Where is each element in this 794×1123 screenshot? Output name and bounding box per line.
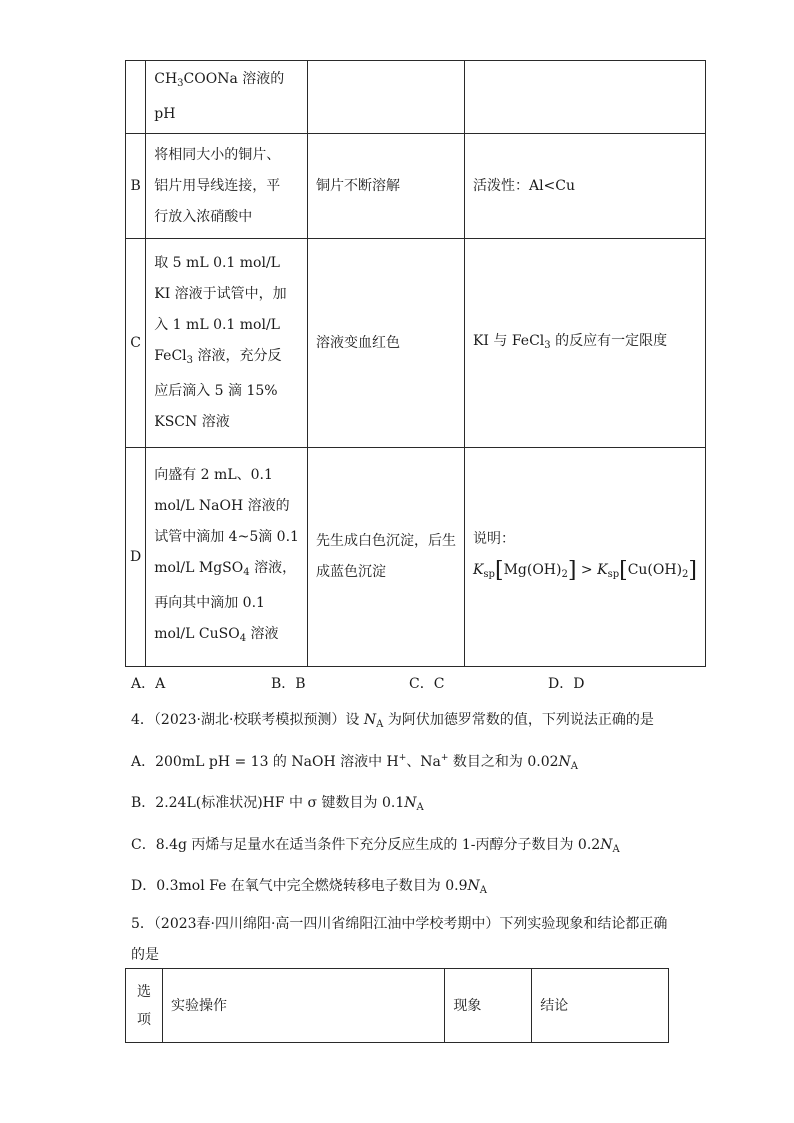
- conclusion-cell: KI 与 FeCl$_3$ 的反应有一定限度: [464, 239, 705, 448]
- conclusion-cell: [464, 61, 705, 134]
- option-label: D: [126, 448, 146, 667]
- phenomenon-cell: 铜片不断溶解: [307, 134, 464, 239]
- header-phenomenon: 现象: [445, 969, 532, 1043]
- phenomenon-cell: 先生成白色沉淀，后生 成蓝色沉淀: [307, 448, 464, 667]
- table-row: [126, 239, 706, 448]
- question-5-stem: 5．（2023春·四川绵阳·高一四川省绵阳江油中学校考期中）下列实验现象和结论都正确: [131, 916, 668, 932]
- question-4-option-b[interactable]: B．2.24L(标准状况)HF 中 σ 键数目为 $0.1N_A$: [131, 795, 424, 813]
- ksp-inequality: $K_{sp}[Mg(OH)_2] > K_{sp}[Cu(OH)_2]$: [472, 558, 698, 583]
- option-cell: [126, 61, 146, 134]
- option-a[interactable]: A．A: [131, 676, 166, 692]
- table-row: [126, 61, 706, 134]
- experiment-table-q5: [125, 968, 669, 1043]
- operation-cell: $CH_3COONa$ 溶液的 pH: [146, 61, 308, 134]
- option-label: C: [126, 239, 146, 448]
- conclusion-cell: 活泼性：Al<Cu: [464, 134, 705, 239]
- question-4-stem: 4．（2023·湖北·校联考模拟预测）设 $N_A$ 为阿伏加德罗常数的值，下列说法正确的是: [131, 712, 654, 730]
- question-4-option-d[interactable]: D．0.3mol Fe 在氧气中完全燃烧转移电子数目为 $0.9N_A$: [131, 878, 488, 896]
- phenomenon-cell: 溶液变血红色: [307, 239, 464, 448]
- experiment-table-continued: [125, 60, 706, 667]
- option-b[interactable]: B．B: [271, 676, 306, 692]
- option-c[interactable]: C．C: [409, 676, 445, 692]
- operation-cell: 取 5 mL 0.1 mol/L KI 溶液于试管中，加 入 1 mL 0.1 mol/L FeCl$_3$ 溶液，充分反 应后滴入 5 滴 15% KSCN 溶液: [146, 239, 308, 448]
- header-operation: 实验操作: [162, 969, 444, 1043]
- conclusion-cell: 说明： $K_{sp}[Mg(OH)_2] > K_{sp}[Cu(OH)_2]$: [464, 448, 705, 667]
- answer-options: [131, 673, 651, 693]
- operation-cell: 将相同大小的铜片、 铝片用导线连接，平 行放入浓硝酸中: [146, 134, 308, 239]
- header-option: 选 项: [126, 969, 163, 1043]
- table-row: [126, 448, 706, 667]
- option-d[interactable]: D．D: [548, 676, 585, 692]
- question-4-option-c[interactable]: C．8.4g 丙烯与足量水在适当条件下充分反应生成的 1-丙醇分子数目为 $0.2N_A$: [131, 837, 620, 855]
- header-conclusion: 结论: [532, 969, 669, 1043]
- question-4-option-a[interactable]: A．200mL pH = 13 的 NaOH 溶液中 H+、Na+ 数目之和为 $0.02N_A$: [131, 753, 579, 772]
- question-5-stem-continued: 的是: [131, 947, 159, 963]
- option-label: B: [126, 134, 146, 239]
- operation-cell: 向盛有 2 mL、0.1 mol/L NaOH 溶液的 试管中滴加 4~5滴 0.1 mol/L MgSO$_4$ 溶液， 再向其中滴加 0.1 mol/L CuSO$_4$ 溶液: [146, 448, 308, 667]
- phenomenon-cell: [307, 61, 464, 134]
- table-header-row: [126, 969, 669, 1043]
- table-row: [126, 134, 706, 239]
